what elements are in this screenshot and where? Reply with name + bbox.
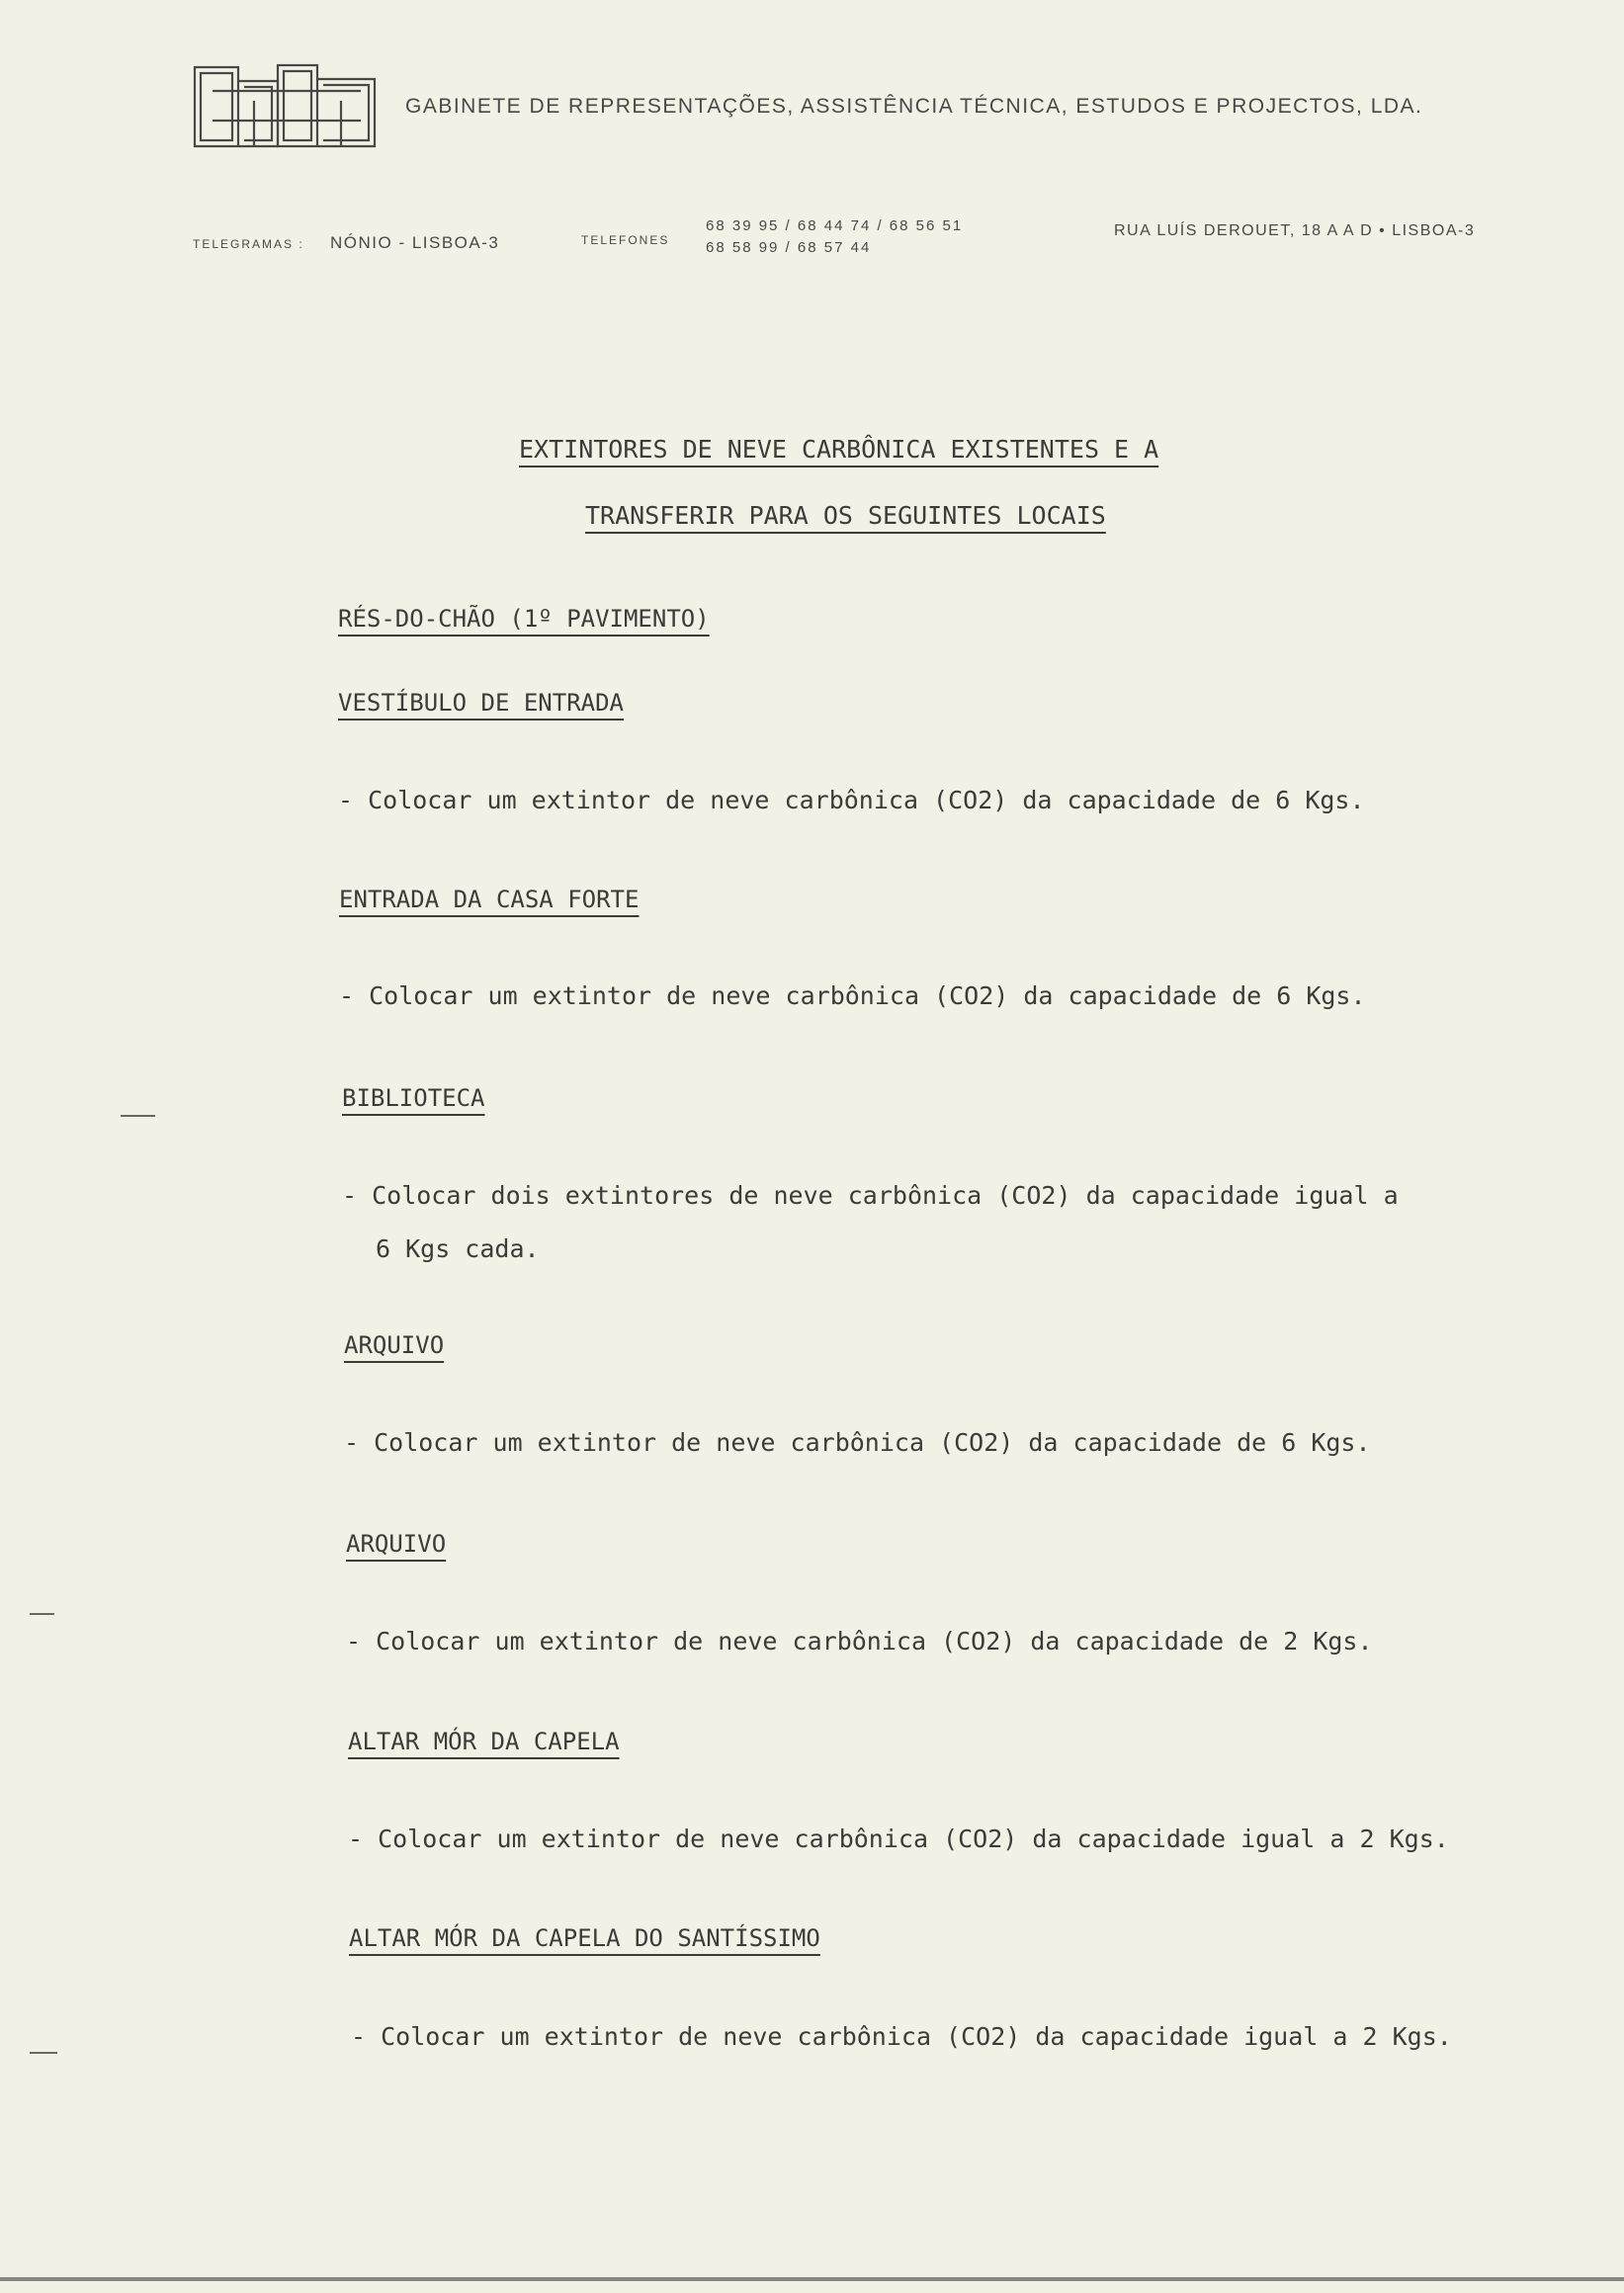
section-text: - Colocar um extintor de neve carbônica (CO2) da capacidade de 6 Kgs. (339, 981, 1366, 1010)
section-heading: BIBLIOTECA (342, 1084, 485, 1112)
margin-mark (30, 1613, 54, 1615)
document-title-line-1: EXTINTORES DE NEVE CARBÔNICA EXISTENTES E A (519, 435, 1159, 464)
section-heading: VESTÍBULO DE ENTRADA (338, 689, 624, 717)
telefones-label: TELEFONES (581, 233, 670, 247)
section-text: - Colocar um extintor de neve carbônica (CO2) da capacidade de 2 Kgs. (346, 1627, 1373, 1656)
section-text-continued: 6 Kgs cada. (376, 1234, 540, 1263)
nonio-logo-icon (193, 61, 381, 152)
section-text: - Colocar um extintor de neve carbônica (CO2) da capacidade igual a 2 Kgs. (348, 1825, 1449, 1853)
section-text: - Colocar um extintor de neve carbônica (CO2) da capacidade de 6 Kgs. (338, 786, 1365, 814)
section-text: - Colocar um extintor de neve carbônica (CO2) da capacidade de 6 Kgs. (344, 1428, 1371, 1457)
company-address: RUA LUÍS DEROUET, 18 A A D • LISBOA-3 (1114, 222, 1476, 239)
section-heading: ALTAR MÓR DA CAPELA DO SANTÍSSIMO (349, 1924, 820, 1952)
section-text: - Colocar dois extintores de neve carbônica (CO2) da capacidade igual a (342, 1181, 1399, 1210)
section-text: - Colocar um extintor de neve carbônica (CO2) da capacidade igual a 2 Kgs. (351, 2022, 1452, 2051)
section-heading: ALTAR MÓR DA CAPELA (348, 1728, 620, 1755)
company-name: GABINETE DE REPRESENTAÇÕES, ASSISTÊNCIA TÉCNICA, ESTUDOS E PROJECTOS, LDA. (405, 95, 1423, 118)
telegramas-label: TELEGRAMAS : (193, 237, 304, 251)
telefones-line-2: 68 58 99 / 68 57 44 (706, 239, 872, 256)
section-heading: ARQUIVO (346, 1530, 447, 1558)
bottom-edge-rule (0, 2277, 1624, 2281)
document-title-line-2: TRANSFERIR PARA OS SEGUINTES LOCAIS (585, 501, 1106, 530)
telefones-line-1: 68 39 95 / 68 44 74 / 68 56 51 (706, 217, 964, 234)
telegramas-value: NÓNIO - LISBOA-3 (330, 233, 500, 252)
section-heading: ARQUIVO (344, 1331, 445, 1359)
floor-heading: RÉS-DO-CHÃO (1º PAVIMENTO) (338, 605, 710, 633)
section-heading: ENTRADA DA CASA FORTE (339, 886, 640, 913)
margin-mark (30, 2052, 57, 2054)
margin-mark (121, 1115, 155, 1117)
